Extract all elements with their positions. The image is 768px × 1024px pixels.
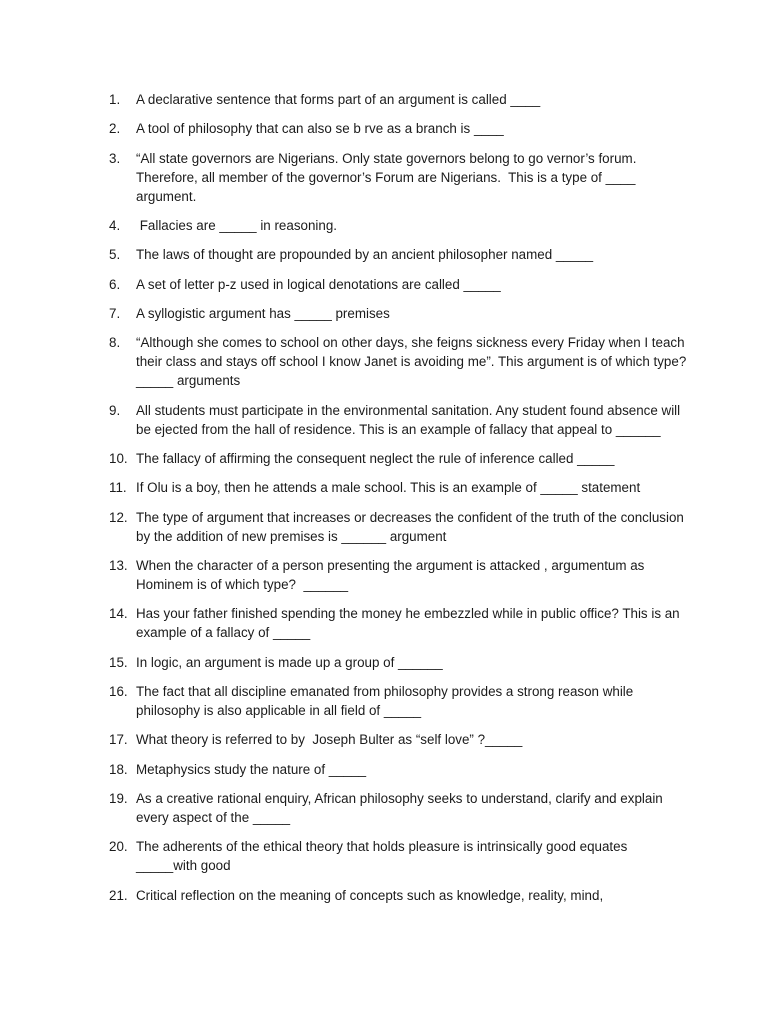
- question-text: “All state governors are Nigerians. Only state governors belong to go vernor’s forum. Therefore, all member of the governor’s Forum are Nigerians. This is a type of ____ argument.: [136, 150, 640, 204]
- question-list: [109, 90, 689, 915]
- question-item: [109, 556, 689, 594]
- question-item: [109, 275, 689, 294]
- question-item: [109, 604, 689, 642]
- question-text: A set of letter p-z used in logical denotations are called _____: [136, 276, 501, 292]
- question-number: 9.: [109, 402, 121, 418]
- question-number: 12.: [109, 509, 128, 525]
- question-number: 15.: [109, 654, 128, 670]
- question-item: [109, 449, 689, 468]
- question-number: 21.: [109, 887, 128, 903]
- question-number: 10.: [109, 451, 128, 466]
- question-text: The laws of thought are propounded by an ancient philosopher named _____: [136, 247, 594, 263]
- question-number: 2.: [109, 121, 121, 137]
- question-item: [109, 886, 689, 905]
- question-item: [109, 837, 689, 875]
- question-item: [109, 508, 689, 546]
- question-item: [109, 682, 689, 720]
- question-item: [109, 245, 689, 264]
- question-item: [109, 119, 689, 138]
- question-number: 16.: [109, 683, 128, 699]
- question-text: A tool of philosophy that can also se b rve as a branch is ____: [136, 121, 504, 137]
- question-number: 11.: [109, 480, 127, 496]
- question-number: 1.: [109, 92, 121, 107]
- question-text: If Olu is a boy, then he attends a male school. This is an example of _____ statement: [136, 480, 641, 496]
- question-item: [109, 760, 689, 779]
- question-text: The adherents of the ethical theory that holds pleasure is intrinsically good equates _____with good: [136, 839, 632, 874]
- question-number: 18.: [109, 761, 128, 777]
- question-text: In logic, an argument is made up a group of ______: [136, 654, 443, 670]
- question-item: [109, 478, 689, 497]
- question-number: 7.: [109, 305, 121, 321]
- question-text: The type of argument that increases or decreases the confident of the truth of the conclusion by the addition of new premises is ______ argument: [136, 509, 688, 544]
- question-number: 14.: [109, 606, 128, 622]
- question-number: 3.: [109, 150, 121, 166]
- question-item: [109, 789, 689, 827]
- question-item: [109, 401, 689, 439]
- question-text: A declarative sentence that forms part of an argument is called ____: [136, 92, 541, 107]
- question-item: [109, 216, 689, 235]
- question-number: 20.: [109, 839, 128, 855]
- question-number: 17.: [109, 732, 128, 748]
- question-number: 8.: [109, 335, 121, 351]
- question-text: All students must participate in the environmental sanitation. Any student found absence will be ejected from the hall of residence. This is an example of fallacy that appeal to ______: [136, 402, 684, 437]
- question-number: 6.: [109, 276, 121, 292]
- question-item: [109, 90, 689, 109]
- question-text: “Although she comes to school on other days, she feigns sickness every Friday when I teach their class and stays off school I know Janet is avoiding me”. This argument is of which type? _____ arguments: [136, 335, 691, 389]
- question-text: What theory is referred to by Joseph Bulter as “self love” ?_____: [136, 732, 523, 748]
- question-text: The fallacy of affirming the consequent neglect the rule of inference called _____: [136, 451, 615, 466]
- question-text: As a creative rational enquiry, African philosophy seeks to understand, clarify and explain every aspect of the _____: [136, 790, 667, 825]
- question-number: 5.: [109, 247, 121, 263]
- question-item: [109, 304, 689, 323]
- question-item: [109, 333, 689, 390]
- question-number: 13.: [109, 557, 128, 573]
- question-text: A syllogistic argument has _____ premises: [136, 305, 390, 321]
- question-text: When the character of a person presenting the argument is attacked , argumentum as Hominem is of which type? ______: [136, 557, 649, 593]
- question-item: [109, 730, 689, 749]
- question-number: 4.: [109, 218, 121, 234]
- question-text: The fact that all discipline emanated from philosophy provides a strong reason while philosophy is also applicable in all field of _____: [136, 683, 637, 719]
- question-item: [109, 653, 689, 672]
- question-text: Critical reflection on the meaning of concepts such as knowledge, reality, mind,: [136, 887, 604, 903]
- question-text: Fallacies are _____ in reasoning.: [136, 218, 337, 234]
- question-item: [109, 149, 689, 206]
- question-number: 19.: [109, 790, 128, 806]
- question-text: Metaphysics study the nature of _____: [136, 761, 367, 777]
- question-text: Has your father finished spending the money he embezzled while in public office? This is an example of a fallacy of _____: [136, 606, 684, 641]
